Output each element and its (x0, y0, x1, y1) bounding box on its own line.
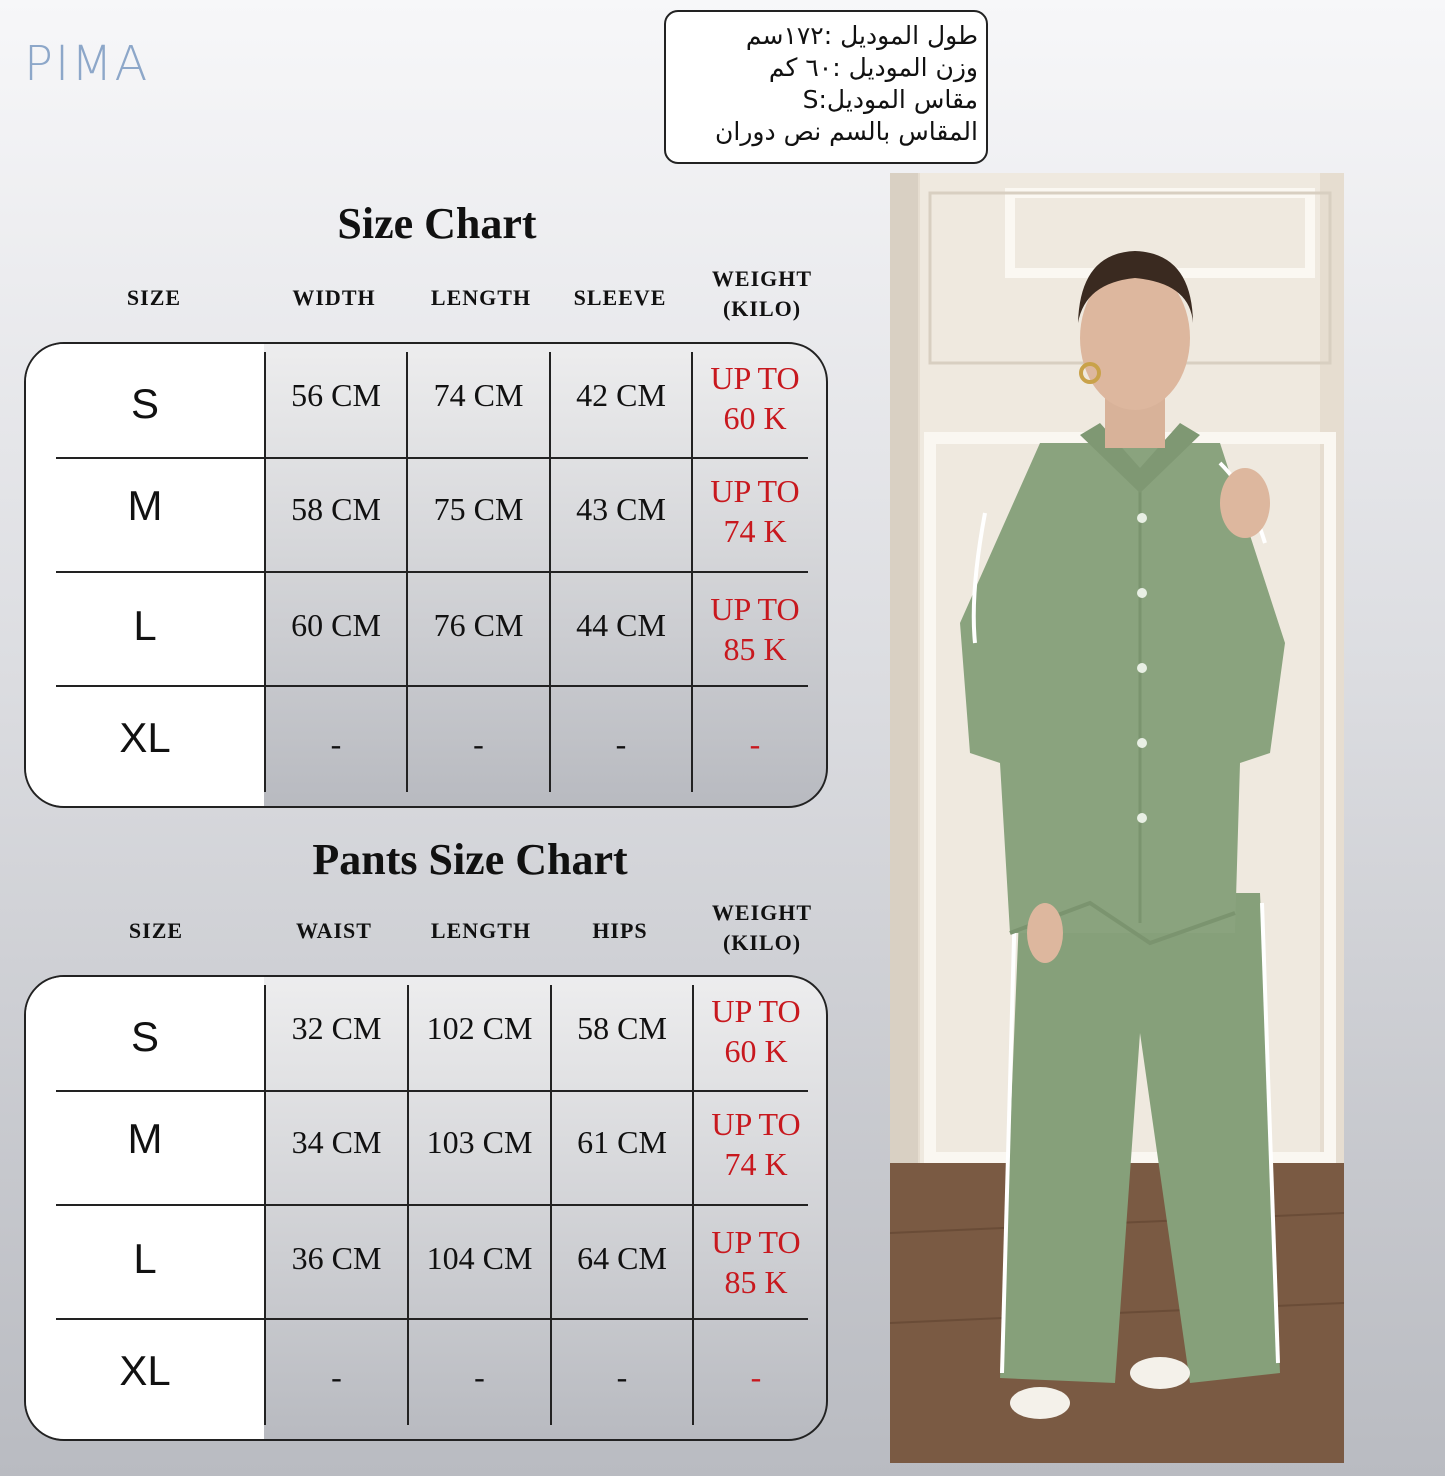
shirt-sleeve-xl: - (615, 726, 627, 762)
shirt-width-xl: - (330, 726, 342, 762)
pants-size-xl: XL (119, 1347, 171, 1394)
shirt-weight-l: UP TO 85 K (710, 591, 800, 667)
shirt-header-weight: WEIGHT (KILO) (711, 266, 813, 321)
pants-waist-xl: - (331, 1359, 342, 1395)
pants-hips-s: 58 CM (577, 1010, 667, 1046)
model-info-box (664, 10, 988, 164)
pants-weight-l: UP TO 85 K (711, 1224, 801, 1300)
pants-waist-m: 34 CM (291, 1124, 382, 1160)
shirt-width-m: 58 CM (291, 491, 381, 527)
pants-weight-s: UP TO 60 K (711, 993, 801, 1069)
shirt-length-s: 74 CM (433, 377, 524, 413)
shirt-header-length: LENGTH (430, 285, 532, 310)
brand-logo: PIMA (24, 36, 150, 92)
shirt-sleeve-m: 43 CM (576, 491, 666, 527)
model-weight: وزن الموديل :٦٠ كم (768, 53, 978, 82)
shirt-length-m: 75 CM (433, 491, 524, 527)
shirt-length-l: 76 CM (433, 607, 524, 643)
shirt-size-xl: XL (119, 714, 171, 761)
pants-header-size: SIZE (128, 918, 184, 943)
shirt-size-table (24, 342, 828, 808)
pants-size-table (24, 975, 828, 1441)
model-height: طول الموديل :١٧٢سم (745, 21, 978, 50)
shirt-weight-m: UP TO 74 K (710, 473, 800, 549)
shirt-sleeve-s: 42 CM (576, 377, 666, 413)
pants-header-weight: WEIGHT (KILO) (711, 900, 813, 955)
pants-size-m: M (127, 1115, 163, 1162)
shirt-width-l: 60 CM (291, 607, 381, 643)
pants-length-s: 102 CM (426, 1010, 533, 1046)
pants-length-l: 104 CM (426, 1240, 533, 1276)
measurement-note: المقاس بالسم نص دوران (715, 117, 978, 146)
shirt-chart-title: Size Chart (337, 199, 537, 248)
model-size: مقاس الموديل:S (802, 85, 978, 114)
pants-length-m: 103 CM (426, 1124, 533, 1160)
pants-hips-l: 64 CM (577, 1240, 667, 1276)
pants-waist-s: 32 CM (291, 1010, 382, 1046)
shirt-length-xl: - (473, 726, 484, 762)
shirt-size-l: L (133, 602, 157, 649)
pants-header-length: LENGTH (430, 918, 532, 943)
pants-size-l: L (133, 1235, 157, 1282)
shirt-header-width: WIDTH (292, 285, 376, 310)
model-photo (890, 173, 1344, 1463)
shirt-size-m: M (127, 482, 163, 529)
pants-header-hips: HIPS (592, 918, 648, 943)
model-illustration (890, 173, 1344, 1463)
pants-chart-title: Pants Size Chart (312, 835, 628, 884)
shirt-size-s: S (130, 380, 159, 427)
pants-hips-m: 61 CM (577, 1124, 667, 1160)
shirt-weight-s: UP TO 60 K (710, 360, 800, 436)
pants-hips-xl: - (616, 1359, 628, 1395)
shirt-weight-xl: - (749, 726, 761, 762)
pants-weight-m: UP TO 74 K (711, 1106, 801, 1182)
pants-length-xl: - (474, 1359, 485, 1395)
shirt-width-s: 56 CM (291, 377, 381, 413)
shirt-header-size: SIZE (126, 285, 182, 310)
shirt-header-sleeve: SLEEVE (573, 285, 667, 310)
pants-weight-xl: - (750, 1359, 762, 1395)
pants-size-s: S (130, 1013, 159, 1060)
pants-waist-l: 36 CM (291, 1240, 382, 1276)
pants-header-waist: WAIST (296, 918, 372, 943)
shirt-sleeve-l: 44 CM (576, 607, 666, 643)
